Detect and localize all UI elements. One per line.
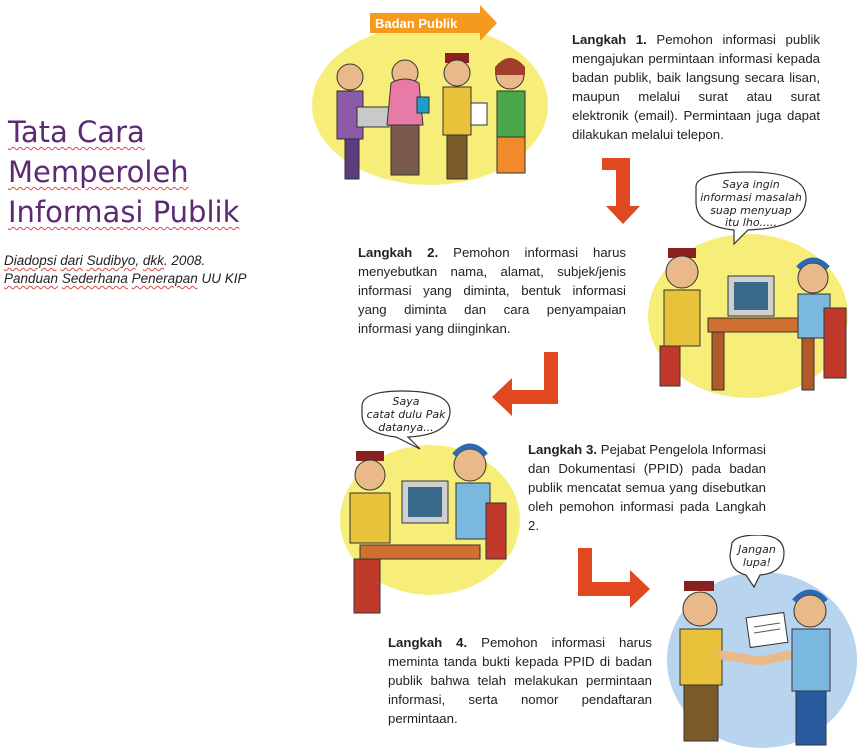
step-body: Pemohon informasi publik mengajukan permintaan informasi kepada badan publik, baik langsung secara lisan, maupun melalui surat atau surat elektronik (email). Permintaan juga dapat dilakukan melalui telepon. xyxy=(572,32,820,142)
speech-bubble-text: Jangan xyxy=(738,543,776,556)
title-line: Tata Cara xyxy=(8,115,145,149)
page-title xyxy=(8,112,239,232)
step-3-text xyxy=(528,440,766,535)
speech-bubble-text: datanya... xyxy=(378,421,434,434)
step-label: Langkah 3. xyxy=(528,442,598,457)
citation-word: Sudibyo xyxy=(86,253,136,268)
step-body: Pejabat Pengelola Informasi dan Dokumentasi (PPID) pada badan publik mencatat semua yang disebutkan oleh pemohon informasi pada Langkah 2. xyxy=(528,442,766,533)
speech-bubble-text: itu lho..... xyxy=(724,216,778,229)
ppid-desk-illustration xyxy=(340,385,530,617)
citation-word: UU KIP xyxy=(197,271,247,286)
office-desk-illustration xyxy=(638,168,860,410)
citation-word: dari xyxy=(60,253,83,268)
step-arrow xyxy=(602,158,642,224)
source-citation xyxy=(4,252,246,288)
speech-bubble-text: Saya xyxy=(392,395,420,408)
title-line: Memperoleh xyxy=(8,155,189,189)
step-body: Pemohon informasi harus menyebutkan nama, alamat, subjek/jenis informasi yang diminta, bentuk informasi yang diminta dan cara penyampaian informasi yang diinginkan. xyxy=(358,245,626,336)
citation-word: , xyxy=(135,253,140,268)
citation-word: dkk xyxy=(142,253,164,268)
speech-bubble-text: Saya ingin xyxy=(722,178,780,191)
citation-word: Sederhana xyxy=(61,271,128,286)
speech-bubble-text: informasi masalah xyxy=(700,191,802,204)
step-label: Langkah 1. xyxy=(572,32,647,47)
speech-bubble-text: catat dulu Pak xyxy=(366,408,446,421)
step-arrow xyxy=(578,548,650,614)
people-group-illustration xyxy=(305,5,550,200)
citation-word: Panduan xyxy=(4,271,59,286)
step-body: Pemohon informasi harus meminta tanda bukti kepada PPID di badan publik bahwa telah melakukan permintaan informasi, serta nomor pendaftaran permintaan. xyxy=(388,635,652,726)
step-1-text xyxy=(572,30,820,144)
title-line: Informasi Publik xyxy=(8,195,240,229)
step-4-text xyxy=(388,633,652,728)
handshake-illustration xyxy=(650,535,860,753)
citation-word: Penerapan xyxy=(131,271,198,286)
speech-bubble-text: lupa! xyxy=(742,556,772,569)
citation-word: . 2008. xyxy=(163,253,206,268)
step-label: Langkah 4. xyxy=(388,635,468,650)
badge-label: Badan Publik xyxy=(375,16,458,31)
speech-bubble-text: suap menyuap xyxy=(710,204,792,217)
step-label: Langkah 2. xyxy=(358,245,439,260)
citation-word: Diadopsi xyxy=(4,253,57,268)
step-2-text xyxy=(358,243,626,338)
